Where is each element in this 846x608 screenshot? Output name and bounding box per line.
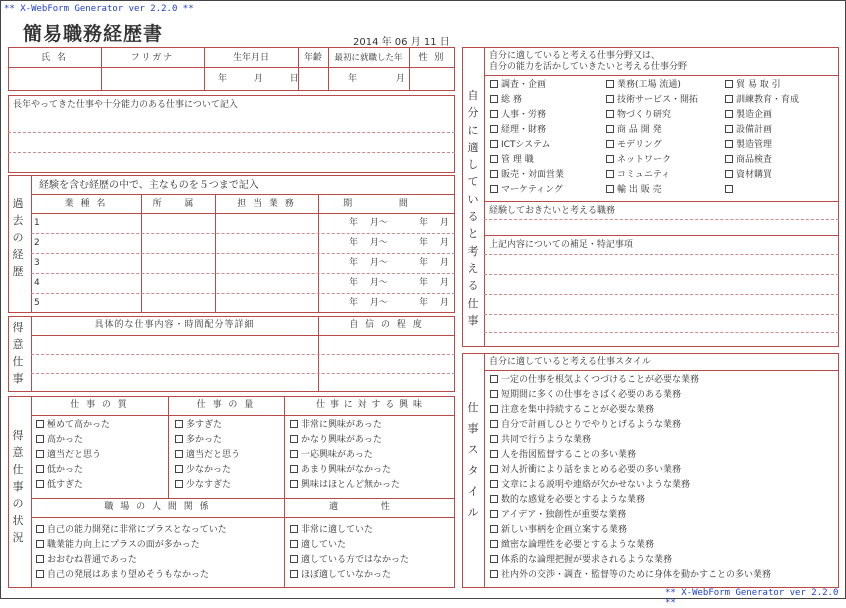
field-option[interactable]: 商品検査 <box>725 155 772 166</box>
aptitude-option[interactable]: ほぼ適していなかった <box>290 570 391 581</box>
quality-option[interactable]: 極めて高かった <box>36 420 110 431</box>
field-option[interactable]: 商 品 開 発 <box>606 125 662 136</box>
field-option[interactable]: 訓練教育・育成 <box>725 95 799 106</box>
field-option[interactable]: 業務(工場 流通) <box>606 80 681 91</box>
relations-option[interactable]: 自己の発展はあまり望めそうもなかった <box>36 570 209 581</box>
header-work-interest: 仕 事 に 対 す る 興 味 <box>315 400 424 410</box>
style-option[interactable]: 短期間に多くの仕事をさばく必要のある業務 <box>490 390 681 401</box>
gender-field[interactable] <box>410 68 455 90</box>
header-aptitude: 適 性 <box>329 502 410 512</box>
long-work-label: 長年やってきた仕事や十分能力のある仕事について記入 <box>13 100 238 110</box>
style-heading: 自分に適していると考える仕事スタイル <box>489 357 651 367</box>
header-gender: 性 別 <box>418 53 446 63</box>
aptitude-option[interactable]: 適していた <box>290 540 346 551</box>
strong-work-section-label: 得意仕事 <box>12 321 24 385</box>
career-row-number: 1 <box>34 218 40 228</box>
field-option[interactable]: 販売・対面営業 <box>490 170 564 181</box>
field-option[interactable]: コミュニティ <box>606 170 670 181</box>
experience-label: 経験しておきたいと考える職務 <box>489 206 616 216</box>
header-birthdate: 生年月日 <box>232 53 269 63</box>
field-option[interactable]: 設備計画 <box>725 125 772 136</box>
career-period-to[interactable]: 年 月 <box>419 278 449 288</box>
interest-option[interactable]: 一応興味があった <box>290 450 373 461</box>
relations-option[interactable]: 職業能力向上にプラスの面が多かった <box>36 540 200 551</box>
style-section-label: 仕事スタイル <box>467 401 479 519</box>
quality-option[interactable]: 低かった <box>36 465 83 476</box>
interest-option[interactable]: かなり興味があった <box>290 435 382 446</box>
field-heading-line2: 自分の能力を活かしていきたいと考える仕事分野 <box>489 62 688 72</box>
style-option[interactable]: 社内外の交渉・調査・監督等のために身体を動かすことの多い業務 <box>490 570 771 581</box>
name-field[interactable] <box>9 68 101 90</box>
field-option[interactable]: ICTシステム <box>490 140 551 151</box>
aptitude-option[interactable]: 非常に適していた <box>290 525 373 536</box>
quantity-option[interactable]: 少なかった <box>175 465 231 476</box>
quality-option[interactable]: 高かった <box>36 435 83 446</box>
header-duties: 担 当 業 務 <box>237 199 296 209</box>
header-kana: フリガナ <box>130 53 175 63</box>
field-option-other[interactable] <box>725 185 736 196</box>
style-option[interactable]: 一定の仕事を根気よくつづけることが必要な業務 <box>490 375 699 386</box>
header-name: 氏 名 <box>41 53 68 63</box>
career-period-from[interactable]: 年 月〜 <box>349 218 388 228</box>
style-option[interactable]: 新しい事柄を企画立案する業務 <box>490 525 627 536</box>
header-department: 所 属 <box>152 199 204 209</box>
career-period-from[interactable]: 年 月〜 <box>349 278 388 288</box>
header-first-job-year: 最初に就職した年 <box>334 53 403 63</box>
header-period: 期 間 <box>343 199 430 209</box>
aptitude-option[interactable]: 適している方ではなかった <box>290 555 409 566</box>
career-row-number: 3 <box>34 258 40 268</box>
notes-field[interactable] <box>485 255 838 346</box>
style-option[interactable]: 緻密な論理性を必要とするような業務 <box>490 540 654 551</box>
header-confidence: 自 信 の 程 度 <box>349 320 424 330</box>
style-option[interactable]: 対人折衝により話をまとめる必要の多い業務 <box>490 465 681 476</box>
generator-label-bottom: ** X-WebForm Generator ver 2.2.0 ** <box>665 588 839 608</box>
career-period-to[interactable]: 年 月 <box>419 238 449 248</box>
quality-option[interactable]: 低すぎた <box>36 480 83 491</box>
situation-section-label: 得意仕事の状況 <box>12 429 24 544</box>
experience-field[interactable] <box>485 220 838 234</box>
field-option[interactable]: モデリング <box>606 140 662 151</box>
field-option[interactable]: 総 務 <box>490 95 522 106</box>
field-option[interactable]: 輸 出 販 売 <box>606 185 662 196</box>
notes-label: 上記内容についての補足・特記事項 <box>489 240 633 250</box>
quality-option[interactable]: 適当だと思う <box>36 450 101 461</box>
quantity-option[interactable]: 少なすぎた <box>175 480 231 491</box>
header-work-quantity: 仕 事 の 量 <box>196 400 256 410</box>
age-field[interactable] <box>299 68 328 90</box>
style-option[interactable]: 数的な感覚を必要とするような業務 <box>490 495 645 506</box>
header-work-detail: 具体的な仕事内容・時間配分等詳細 <box>94 320 255 330</box>
header-relations: 職 場 の 人 間 関 係 <box>104 502 211 512</box>
style-option[interactable]: アイデア・独創性が重要な業務 <box>490 510 626 521</box>
field-option[interactable]: 人事・労務 <box>490 110 546 121</box>
style-option[interactable]: 自分で計画しひとりでやりとげるような業務 <box>490 420 681 431</box>
career-period-from[interactable]: 年 月〜 <box>349 298 388 308</box>
field-option[interactable]: 調査・企画 <box>490 80 546 91</box>
interest-option[interactable]: 興味はほとんど無かった <box>290 480 400 491</box>
field-option[interactable]: 製造企画 <box>725 110 772 121</box>
career-section-label: 過去の経歴 <box>12 197 24 278</box>
style-option[interactable]: 共同で行うような業務 <box>490 435 591 446</box>
generator-label-top: ** X-WebForm Generator ver 2.2.0 ** <box>4 4 194 14</box>
career-intro: 経験を含む経歴の中で、主なものを５つまで記入 <box>39 180 259 191</box>
field-option[interactable]: 資材購買 <box>725 170 772 181</box>
interest-option[interactable]: あまり興味がなかった <box>290 465 391 476</box>
header-work-quality: 仕 事 の 質 <box>70 400 129 410</box>
quantity-option[interactable]: 多すぎた <box>175 420 222 431</box>
style-option[interactable]: 注意を集中持続することが必要な業務 <box>490 405 654 416</box>
field-option[interactable]: マーケティング <box>490 185 563 196</box>
first-job-year-field[interactable]: 年 月 <box>348 74 423 84</box>
career-period-to[interactable]: 年 月 <box>419 298 449 308</box>
birthdate-field[interactable]: 年 月 日 <box>218 74 311 84</box>
field-option[interactable]: 管 理 職 <box>490 155 534 166</box>
style-option[interactable]: 人を指図監督することの多い業務 <box>490 450 636 461</box>
relations-option[interactable]: おおむね普通であった <box>36 555 137 566</box>
field-option[interactable]: 製造管理 <box>725 140 772 151</box>
quantity-option[interactable]: 適当だと思う <box>175 450 240 461</box>
interest-option[interactable]: 非常に興味があった <box>290 420 382 431</box>
field-option[interactable]: 経理・財務 <box>490 125 546 136</box>
field-option[interactable]: 物づくり研究 <box>606 110 671 121</box>
style-option[interactable]: 体系的な論理把握が要求されるような業務 <box>490 555 672 566</box>
style-option[interactable]: 文章による説明や連絡が欠かせないような業務 <box>490 480 690 491</box>
career-period-to[interactable]: 年 月 <box>419 218 449 228</box>
page-title: 簡易職務経歴書 <box>23 23 164 45</box>
field-heading-line1: 自分に適していると考える仕事分野又は、 <box>489 51 661 61</box>
field-option[interactable]: 技術サービス・開拓 <box>606 95 698 106</box>
field-option[interactable]: 貿 易 取 引 <box>725 80 781 91</box>
career-row-number: 5 <box>34 298 40 308</box>
career-period-from[interactable]: 年 月〜 <box>349 238 388 248</box>
field-section-label: 自分に適していると考える仕事 <box>467 89 479 327</box>
relations-option[interactable]: 自己の能力開発に非常にプラスとなっていた <box>36 525 227 536</box>
career-period-to[interactable]: 年 月 <box>419 258 449 268</box>
form-date[interactable]: 2014 年 06 月 11 日 <box>353 37 450 48</box>
field-option[interactable]: ネットワーク <box>606 155 671 166</box>
career-period-from[interactable]: 年 月〜 <box>349 258 388 268</box>
career-row-number: 4 <box>34 278 40 288</box>
quantity-option[interactable]: 多かった <box>175 435 222 446</box>
header-industry: 業 種 名 <box>64 199 108 209</box>
kana-field[interactable] <box>102 68 204 90</box>
header-age: 年齢 <box>303 53 322 63</box>
career-row-number: 2 <box>34 238 40 248</box>
